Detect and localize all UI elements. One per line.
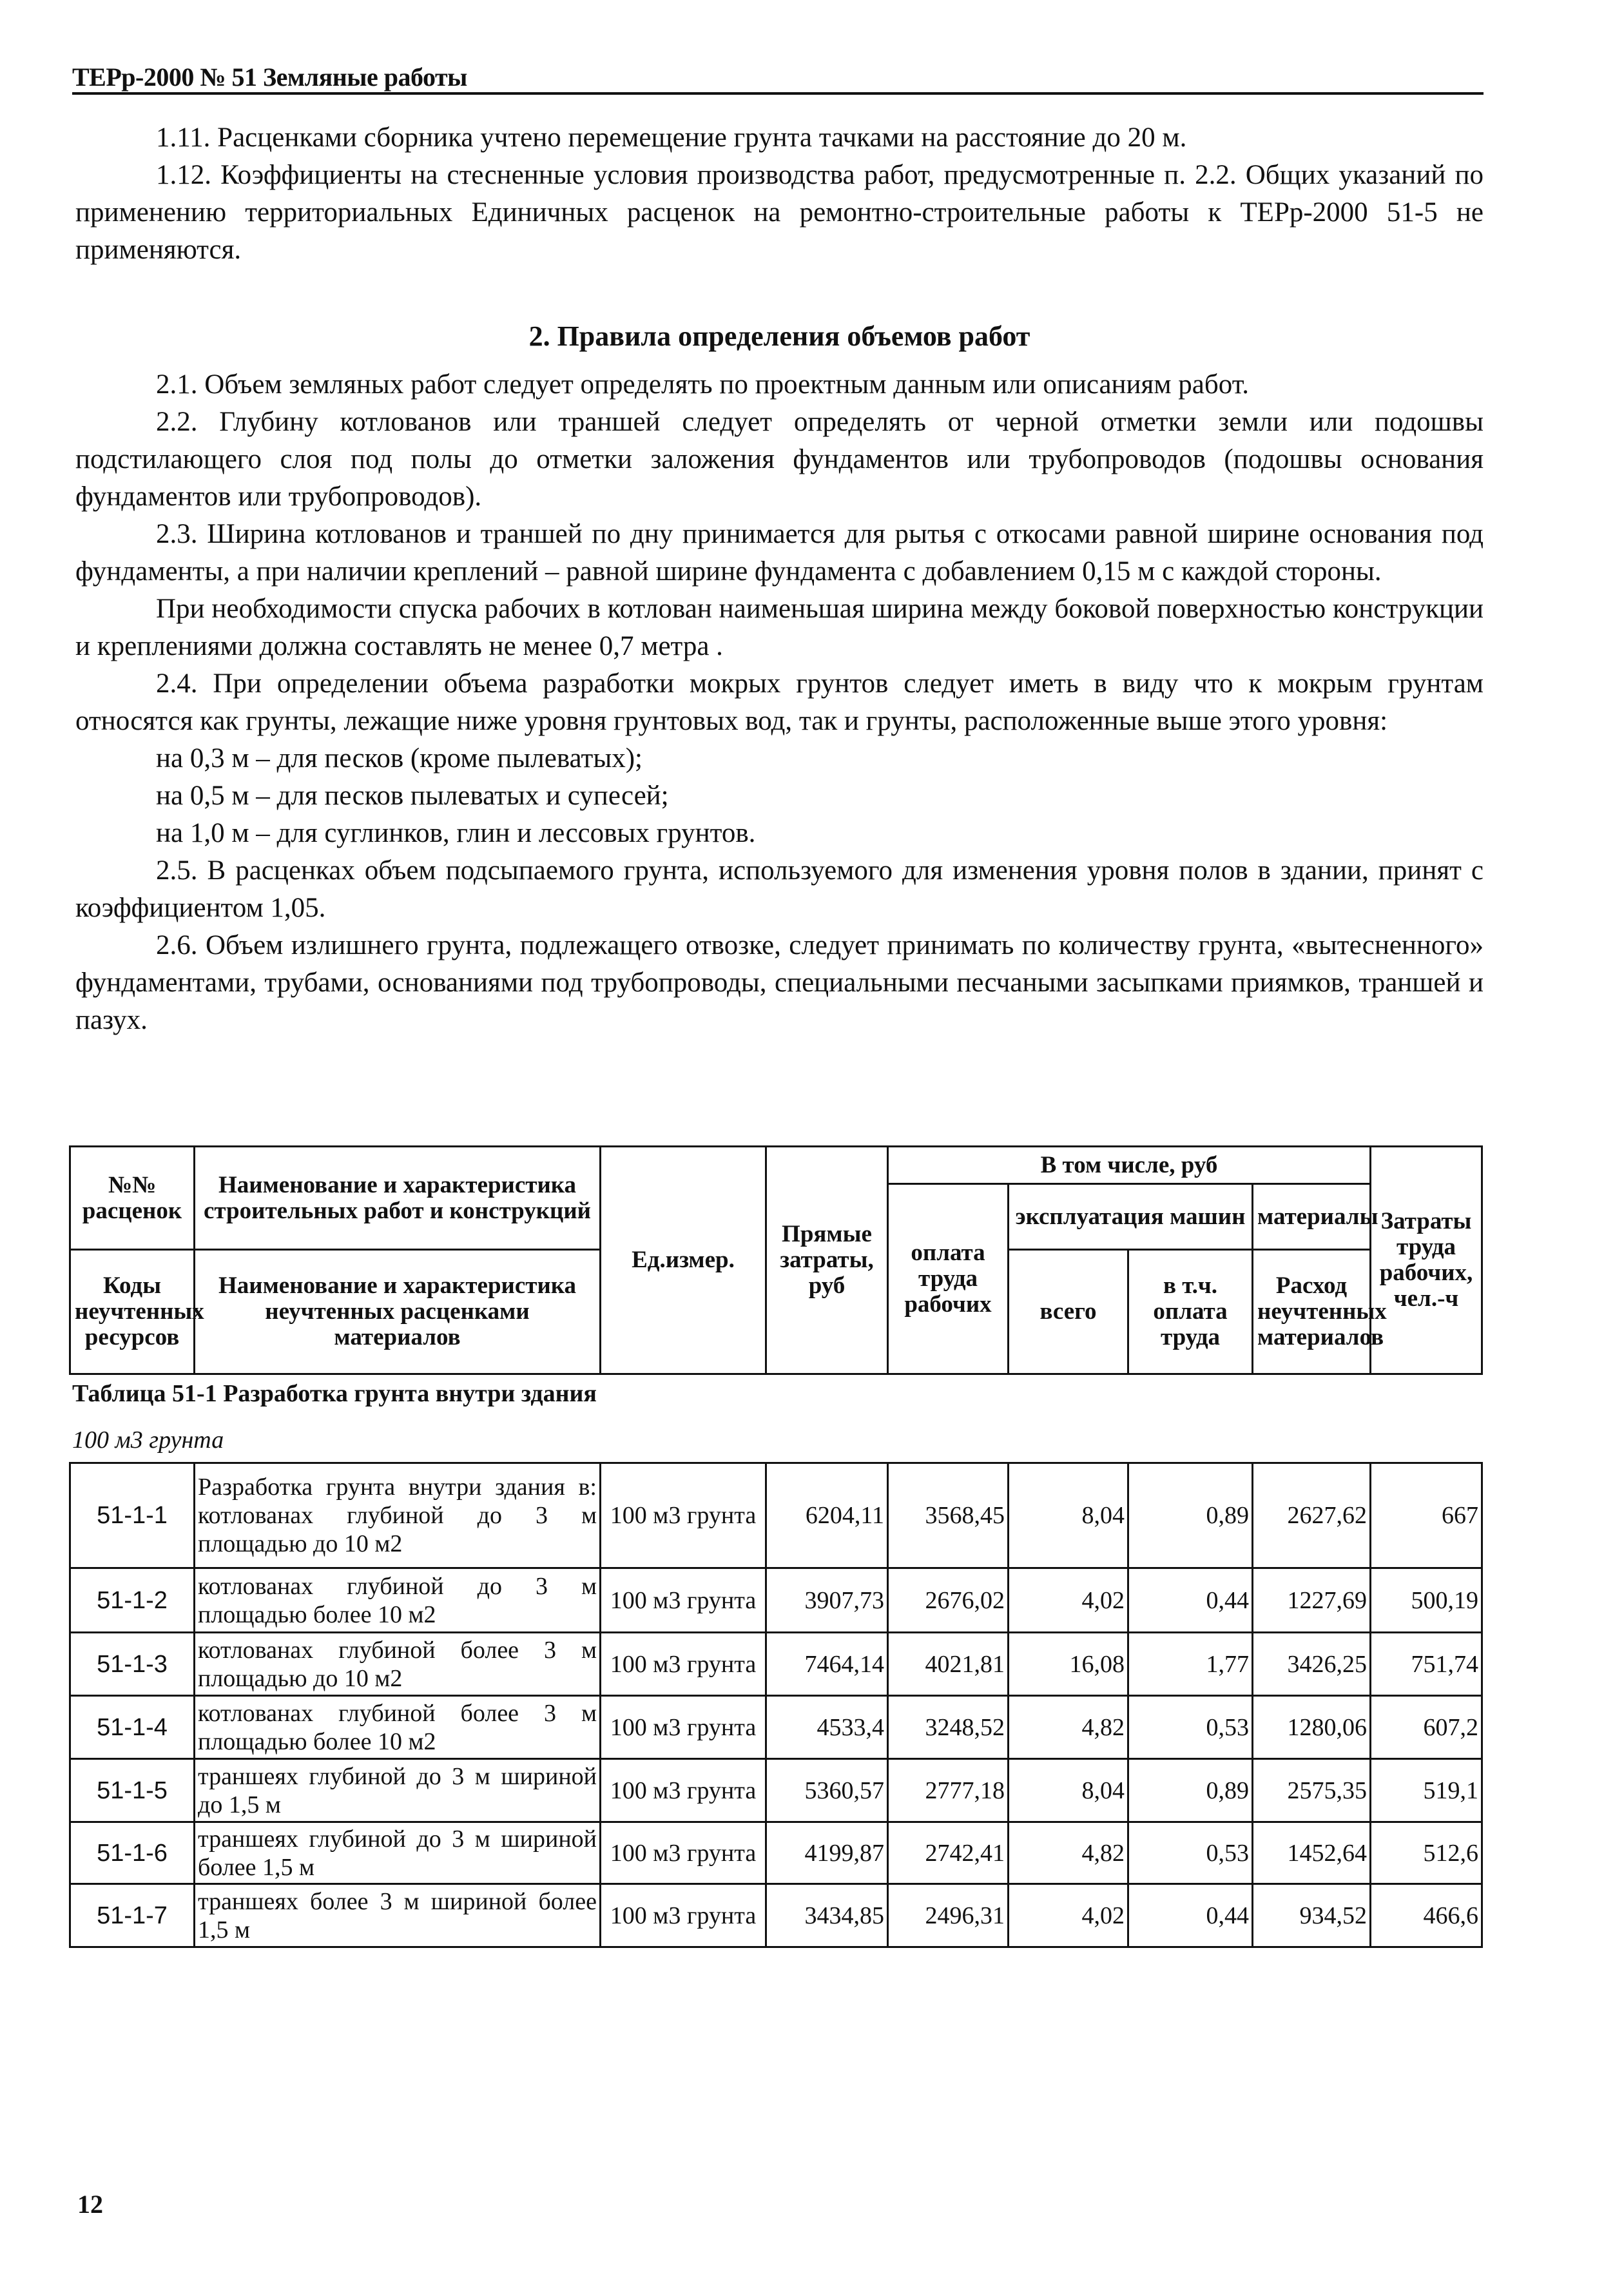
labor-hours: 512,6 (1371, 1822, 1482, 1884)
header-materials-unaccounted: Расход неучтенных материалов (1253, 1250, 1371, 1374)
header-direct-costs: Прямые затраты, руб (766, 1147, 888, 1374)
work-name: Разработка грунта внутри здания в: котлованах глубиной до 3 м площадью до 10 м2 (195, 1463, 601, 1568)
materials: 2575,35 (1253, 1759, 1371, 1822)
paragraph-2-3b: При необходимости спуска рабочих в котлован наименьшая ширина между боковой поверхностью конструкции и креплениями должна составлять не менее 0,7 метра . (75, 594, 1484, 661)
machines-total: 4,02 (1009, 1568, 1128, 1633)
labor-pay: 3248,52 (888, 1696, 1009, 1759)
machines-labor: 0,53 (1128, 1822, 1253, 1884)
header-machines-total: всего (1009, 1250, 1128, 1374)
labor-hours: 500,19 (1371, 1568, 1482, 1633)
rate-code: 51-1-3 (70, 1633, 195, 1696)
running-head: ТЕРр-2000 № 51 Земляные работы (72, 63, 467, 92)
header-rule (72, 92, 1484, 95)
unit: 100 м3 грунта (601, 1696, 766, 1759)
direct-costs: 7464,14 (766, 1633, 888, 1696)
labor-hours: 667 (1371, 1463, 1482, 1568)
machines-total: 4,02 (1009, 1884, 1128, 1947)
work-name: траншеях глубиной до 3 м шириной более 1,5 м (195, 1822, 601, 1884)
header-machines-group: эксплуатация машин (1009, 1184, 1253, 1250)
rate-code: 51-1-1 (70, 1463, 195, 1568)
materials: 1280,06 (1253, 1696, 1371, 1759)
list-item: на 1,0 м – для суглинков, глин и лессовых грунтов. (156, 818, 756, 848)
rate-code: 51-1-5 (70, 1759, 195, 1822)
paragraph-1-12: 1.12. Коэффициенты на стесненные условия производства работ, предусмотренные п. 2.2. Общих указаний по применению территориальных Единичных расценок на ремонтно-строительные работы к ТЕРр-2000 51-5 не применяются. (75, 160, 1484, 265)
labor-pay: 2777,18 (888, 1759, 1009, 1822)
machines-total: 8,04 (1009, 1463, 1128, 1568)
page-number: 12 (77, 2190, 103, 2219)
rate-code: 51-1-6 (70, 1822, 195, 1884)
unit: 100 м3 грунта (601, 1822, 766, 1884)
direct-costs: 6204,11 (766, 1463, 888, 1568)
paragraph-2-2: 2.2. Глубину котлованов или траншей следует определять от черной отметки земли или подошвы подстилающего слоя под полы до отметки заложения фундаментов или трубопроводов (подошвы основания фундаментов или трубопроводов). (75, 407, 1484, 512)
direct-costs: 3907,73 (766, 1568, 888, 1633)
machines-labor: 0,44 (1128, 1568, 1253, 1633)
paragraph-2-6: 2.6. Объем излишнего грунта, подлежащего отвозке, следует принимать по количеству грунта, «вытесненного» фундаментами, трубами, основаниями под трубопроводы, специальными песчаными засыпками приямков, траншей и пазух. (75, 930, 1484, 1035)
header-work-name: Наименование и характеристика строительных работ и конструкций (195, 1147, 601, 1250)
unit: 100 м3 грунта (601, 1633, 766, 1696)
direct-costs: 5360,57 (766, 1759, 888, 1822)
paragraph-2-4: 2.4. При определении объема разработки мокрых грунтов следует иметь в виду что к мокрым грунтам относятся как грунты, лежащие ниже уровня грунтовых вод, так и грунты, расположенные выше этого уровня: (75, 668, 1484, 736)
unit: 100 м3 грунта (601, 1463, 766, 1568)
section-2-heading: 2. Правила определения объемов работ (528, 320, 1030, 352)
table-caption: Таблица 51-1 Разработка грунта внутри здания (72, 1380, 597, 1407)
work-name: котлованах глубиной до 3 м площадью более 10 м2 (195, 1568, 601, 1633)
labor-pay: 4021,81 (888, 1633, 1009, 1696)
materials: 934,52 (1253, 1884, 1371, 1947)
machines-total: 16,08 (1009, 1633, 1128, 1696)
labor-hours: 466,6 (1371, 1884, 1482, 1947)
header-material-name: Наименование и характеристика неучтенных расценками материалов (195, 1250, 601, 1374)
list-item: на 0,5 м – для песков пылеватых и супесей; (156, 781, 669, 811)
machines-total: 4,82 (1009, 1696, 1128, 1759)
rate-code: 51-1-2 (70, 1568, 195, 1633)
machines-labor: 0,89 (1128, 1463, 1253, 1568)
labor-pay: 3568,45 (888, 1463, 1009, 1568)
direct-costs: 4533,4 (766, 1696, 888, 1759)
section-2-body (75, 366, 1484, 1039)
header-resource-codes: Коды неучтенных ресурсов (70, 1250, 195, 1374)
section-1-body (75, 119, 1484, 269)
machines-total: 8,04 (1009, 1759, 1128, 1822)
column-header-table (69, 1145, 1483, 1375)
labor-pay: 2676,02 (888, 1568, 1009, 1633)
table-row (70, 1568, 1482, 1633)
paragraph-2-3: 2.3. Ширина котлованов и траншей по дну принимается для рытья с откосами равной ширине основания под фундаменты, а при наличии креплений – равной ширине фундамента с добавлением 0,15 м с каждой стороны. (75, 519, 1484, 587)
paragraph-2-1: 2.1. Объем земляных работ следует определять по проектным данным или описаниям работ. (156, 369, 1250, 400)
work-name: котлованах глубиной более 3 м площадью более 10 м2 (195, 1696, 601, 1759)
rate-code: 51-1-7 (70, 1884, 195, 1947)
materials: 1452,64 (1253, 1822, 1371, 1884)
header-materials-group: материалы (1253, 1184, 1371, 1250)
header-rate-number: №№ расценок (70, 1147, 195, 1250)
rates-table (69, 1462, 1483, 1948)
rate-code: 51-1-4 (70, 1696, 195, 1759)
work-name: траншеях глубиной до 3 м шириной до 1,5 м (195, 1759, 601, 1822)
direct-costs: 3434,85 (766, 1884, 888, 1947)
work-name: котлованах глубиной более 3 м площадью до 10 м2 (195, 1633, 601, 1696)
unit: 100 м3 грунта (601, 1759, 766, 1822)
labor-hours: 607,2 (1371, 1696, 1482, 1759)
labor-hours: 519,1 (1371, 1759, 1482, 1822)
machines-labor: 0,44 (1128, 1884, 1253, 1947)
table-unit-note: 100 м3 грунта (72, 1426, 224, 1454)
table-row (70, 1696, 1482, 1759)
machines-labor: 0,89 (1128, 1759, 1253, 1822)
labor-hours: 751,74 (1371, 1633, 1482, 1696)
header-machines-labor: в т.ч. оплата труда (1128, 1250, 1253, 1374)
materials: 3426,25 (1253, 1633, 1371, 1696)
header-including-group: В том числе, руб (888, 1147, 1371, 1184)
table-row (70, 1633, 1482, 1696)
labor-pay: 2742,41 (888, 1822, 1009, 1884)
table-row (70, 1884, 1482, 1947)
machines-labor: 1,77 (1128, 1633, 1253, 1696)
table-row (70, 1463, 1482, 1568)
machines-total: 4,82 (1009, 1822, 1128, 1884)
direct-costs: 4199,87 (766, 1822, 888, 1884)
materials: 2627,62 (1253, 1463, 1371, 1568)
header-unit: Ед.измер. (601, 1147, 766, 1374)
materials: 1227,69 (1253, 1568, 1371, 1633)
labor-pay: 2496,31 (888, 1884, 1009, 1947)
table-row (70, 1822, 1482, 1884)
list-item: на 0,3 м – для песков (кроме пылеватых); (156, 743, 643, 774)
table-row (70, 1759, 1482, 1822)
paragraph-2-5: 2.5. В расценках объем подсыпаемого грунта, используемого для изменения уровня полов в здании, принят с коэффициентом 1,05. (75, 855, 1484, 923)
unit: 100 м3 грунта (601, 1568, 766, 1633)
unit: 100 м3 грунта (601, 1884, 766, 1947)
header-labor-pay: оплата труда рабочих (888, 1184, 1009, 1374)
header-labor-hours: Затраты труда рабочих, чел.-ч (1371, 1147, 1482, 1374)
work-name: траншеях более 3 м шириной более 1,5 м (195, 1884, 601, 1947)
machines-labor: 0,53 (1128, 1696, 1253, 1759)
paragraph-1-11: 1.11. Расценками сборника учтено перемещение грунта тачками на расстояние до 20 м. (156, 122, 1187, 153)
